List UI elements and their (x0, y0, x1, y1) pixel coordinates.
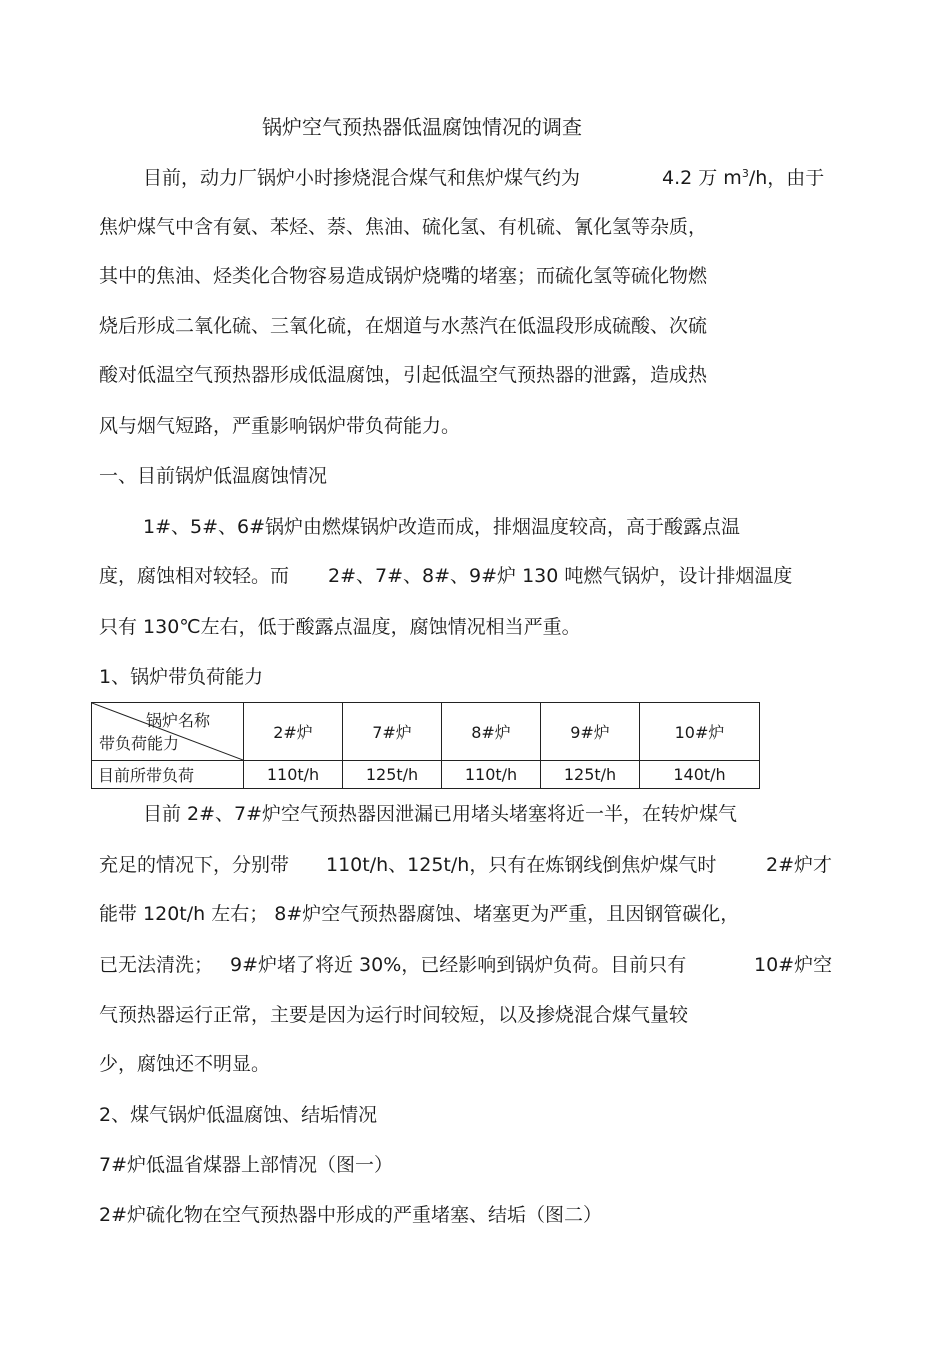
subheading-1: 1、锅炉带负荷能力 (99, 666, 264, 688)
para1-line1-text: 目前，动力厂锅炉小时掺烧混合煤气和焦炉煤气约为 (143, 167, 581, 189)
corner-bottom-label: 带负荷能力 (99, 734, 180, 753)
para3-line2b: 110t/h、125t/h，只有在炼钢线倒焦炉煤气时 (326, 854, 717, 876)
para1-line6: 风与烟气短路，严重影响锅炉带负荷能力。 (99, 415, 461, 437)
para3-line5: 气预热器运行正常，主要是因为运行时间较短，以及掺烧混合煤气量较 (99, 1004, 689, 1026)
para2-line1: 1#、5#、6#锅炉由燃煤锅炉改造而成，排烟温度较高，高于酸露点温 (143, 516, 741, 538)
para2-line3: 只有 130℃左右，低于酸露点温度，腐蚀情况相当严重。 (99, 616, 581, 638)
table-header-cell: 9#炉 (541, 703, 640, 761)
figure-caption-1: 7#炉低温省煤器上部情况（图一） (99, 1154, 394, 1176)
para3-line4a: 已无法清洗； (99, 954, 214, 976)
subheading-2: 2、煤气锅炉低温腐蚀、结垢情况 (99, 1104, 378, 1126)
para1-line2: 焦炉煤气中含有氨、苯烃、萘、焦油、硫化氢、有机硫、氰化氢等杂质， (99, 216, 708, 238)
para3-line1: 目前 2#、7#炉空气预热器因泄漏已用堵头堵塞将近一半，在转炉煤气 (143, 803, 738, 825)
para3-line4b: 9#炉堵了将近 30%，已经影响到锅炉负荷。目前只有 (230, 954, 687, 976)
para2-line2b: 2#、7#、8#、9#炉 130 吨燃气锅炉，设计排烟温度 (328, 565, 793, 587)
page-title: 锅炉空气预热器低温腐蚀情况的调查 (262, 115, 582, 139)
flow-unit: /h，由于 (748, 167, 825, 189)
table-header-cell: 2#炉 (244, 703, 343, 761)
table-cell: 110t/h (442, 761, 541, 789)
para3-line2c: 2#炉才 (766, 854, 833, 876)
figure-caption-2: 2#炉硫化物在空气预热器中形成的严重堵塞、结垢（图二） (99, 1204, 603, 1226)
table-row (92, 761, 760, 789)
para1-line1 (143, 165, 580, 191)
boiler-load-table (91, 702, 760, 789)
para3-line2a: 充足的情况下，分别带 (99, 854, 290, 876)
flow-value: 4.2 万 m (662, 167, 742, 189)
table-cell: 125t/h (541, 761, 640, 789)
section-heading-1: 一、目前锅炉低温腐蚀情况 (99, 465, 328, 487)
table-row-label: 目前所带负荷 (92, 761, 244, 789)
table-corner-cell (92, 703, 244, 761)
para2-line2a: 度，腐蚀相对较轻。而 (99, 565, 290, 587)
para1-line5: 酸对低温空气预热器形成低温腐蚀，引起低温空气预热器的泄露，造成热 (99, 364, 708, 386)
para3-line4c: 10#炉空 (754, 954, 833, 976)
corner-top-label: 锅炉名称 (145, 711, 210, 730)
para3-line3: 能带 120t/h 左右； 8#炉空气预热器腐蚀、堵塞更为严重，且因钢管碳化， (99, 903, 740, 925)
para1-line3: 其中的焦油、烃类化合物容易造成锅炉烧嘴的堵塞；而硫化氢等硫化物燃 (99, 265, 708, 287)
flow-superscript: 3 (741, 167, 749, 180)
para1-line1-value (662, 165, 824, 191)
table-header-cell: 8#炉 (442, 703, 541, 761)
para1-line4: 烧后形成二氧化硫、三氧化硫，在烟道与水蒸汽在低温段形成硫酸、次硫 (99, 315, 708, 337)
table-header-cell: 10#炉 (640, 703, 760, 761)
table-header-cell: 7#炉 (343, 703, 442, 761)
table-cell: 140t/h (640, 761, 760, 789)
table-header-row (92, 703, 760, 761)
table-cell: 125t/h (343, 761, 442, 789)
para3-line6: 少，腐蚀还不明显。 (99, 1053, 271, 1075)
table-cell: 110t/h (244, 761, 343, 789)
